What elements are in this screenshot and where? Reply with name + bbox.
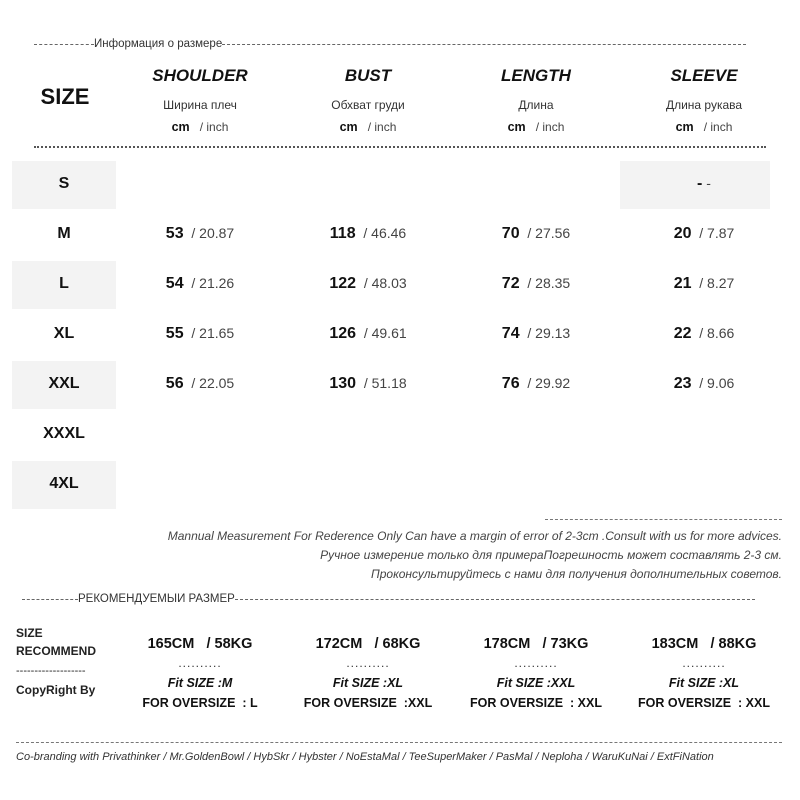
table-cell: 54 / 21.26 <box>165 275 235 292</box>
header-divider <box>34 146 766 148</box>
dots: .......... <box>682 656 726 670</box>
column-header-length <box>452 66 620 134</box>
table-cell: 130 / 51.18 <box>329 375 407 392</box>
table-cell: 20 / 7.87 <box>673 225 735 242</box>
size-recommend-label-2: RECOMMEND <box>16 644 96 658</box>
column-header-shoulder <box>116 66 284 134</box>
section-title <box>34 38 764 52</box>
column-header-sleeve <box>620 66 788 134</box>
fit-size: Fit SIZE :XL <box>332 676 404 690</box>
dots: .......... <box>514 656 558 670</box>
table-cell: 118 / 46.46 <box>329 225 407 242</box>
table-cell: 126 / 49.61 <box>329 325 407 342</box>
unit-cm: cm <box>171 120 190 134</box>
table-cell: 23 / 9.06 <box>673 375 735 392</box>
recommend-column <box>116 636 284 710</box>
table-cell: 56 / 22.05 <box>165 375 235 392</box>
oversize: FOR OVERSIZE : L <box>142 696 258 710</box>
oversize: FOR OVERSIZE : XXL <box>470 696 602 710</box>
column-header-bust <box>284 66 452 134</box>
recommend-title <box>22 593 778 607</box>
table-cell: 55 / 21.65 <box>165 325 235 342</box>
note-line: Mannual Measurement For Rederence Only Can have a margin of error of 2-3cm .Consult with us for more advices. <box>167 529 782 543</box>
note-line: Проконсультируйтесь с нами для получения дополнительных советов. <box>371 567 782 581</box>
height: 172CM <box>315 636 363 652</box>
dots: .......... <box>178 656 222 670</box>
dots: .......... <box>346 656 390 670</box>
weight: / 88KG <box>710 636 757 652</box>
table-cell: 76 / 29.92 <box>501 375 571 392</box>
table-cell: 21 / 8.27 <box>673 275 735 292</box>
column-title: LENGTH <box>501 66 571 85</box>
size-label: XXXL <box>43 425 85 442</box>
table-cell: 122 / 48.03 <box>329 275 407 292</box>
oversize: FOR OVERSIZE :XXL <box>303 696 433 710</box>
size-label: L <box>59 275 69 292</box>
size-recommend-label-1: SIZE <box>16 626 43 640</box>
table-cell: 74 / 29.13 <box>501 325 571 342</box>
column-subtitle: Ширина плеч <box>163 98 237 112</box>
note-line: Ручное измерение только для примераПогрешность может составлять 2-3 см. <box>320 548 782 562</box>
column-title: SHOULDER <box>152 66 248 85</box>
recommend-column <box>620 636 788 710</box>
size-label: S <box>58 175 70 192</box>
table-cell: - - <box>697 175 711 192</box>
section-title-text: Информация о размере <box>94 38 223 50</box>
table-cell: 70 / 27.56 <box>501 225 571 242</box>
height: 178CM <box>483 636 531 652</box>
height: 183CM <box>651 636 699 652</box>
fit-size: Fit SIZE :XXL <box>496 676 576 690</box>
unit-cm: cm <box>675 120 694 134</box>
unit-inch: / inch <box>703 120 733 134</box>
size-header: SIZE <box>40 84 90 109</box>
unit-cm: cm <box>339 120 358 134</box>
column-subtitle: Обхват груди <box>331 98 405 112</box>
unit-inch: / inch <box>199 120 229 134</box>
unit-cm: cm <box>507 120 526 134</box>
table-cell: 72 / 28.35 <box>501 275 571 292</box>
column-title: SLEEVE <box>670 66 738 85</box>
cobranding-text: Co-branding with Privathinker / Mr.GoldenBowl / HybSkr / Hybster / NoEstaMal / TeeSuperMaker / PasMal / Neploha / WaruKuNai / ExtFiNation <box>16 751 714 763</box>
fit-size: Fit SIZE :M <box>167 676 233 690</box>
column-subtitle: Длина рукава <box>665 98 743 112</box>
size-label: XL <box>53 325 75 342</box>
note-divider <box>545 519 782 520</box>
weight: / 68KG <box>374 636 421 652</box>
weight: / 73KG <box>542 636 589 652</box>
size-label: M <box>57 225 71 242</box>
fit-size: Fit SIZE :XL <box>668 676 740 690</box>
recommend-column <box>284 636 452 710</box>
label-divider: ------------------- <box>16 665 86 677</box>
column-title: BUST <box>344 66 392 85</box>
unit-inch: / inch <box>367 120 397 134</box>
oversize: FOR OVERSIZE : XXL <box>638 696 770 710</box>
height: 165CM <box>147 636 195 652</box>
weight: / 58KG <box>206 636 253 652</box>
size-label: 4XL <box>49 475 79 492</box>
recommend-title-text: РЕКОМЕНДУЕМЫЙ РАЗМЕР <box>78 593 235 605</box>
table-cell: 22 / 8.66 <box>673 325 735 342</box>
footer-divider <box>16 742 782 743</box>
unit-inch: / inch <box>535 120 565 134</box>
copyright-label: CopyRight By <box>16 683 96 697</box>
recommend-column <box>452 636 620 710</box>
table-cell: 53 / 20.87 <box>165 225 235 242</box>
size-label: XXL <box>48 375 80 392</box>
column-subtitle: Длина <box>518 98 554 112</box>
watermark <box>13 23 22 39</box>
